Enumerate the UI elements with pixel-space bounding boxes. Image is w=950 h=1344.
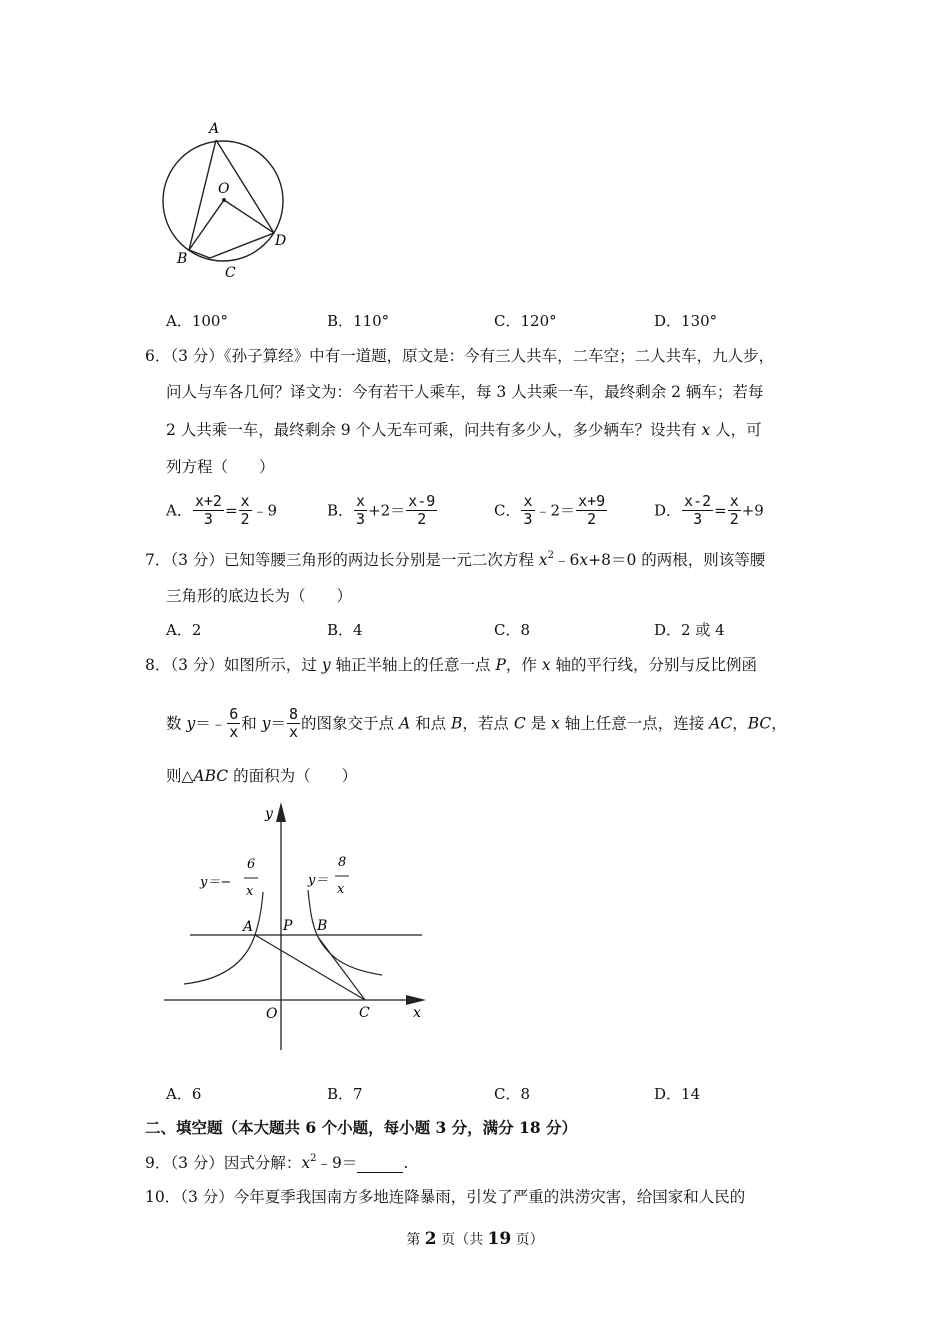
q5-option-c: C．120° bbox=[494, 312, 557, 330]
q5-option-b: B．110° bbox=[327, 312, 390, 330]
label-b: B bbox=[177, 251, 188, 267]
label-o: O bbox=[218, 181, 230, 197]
q6-option-d: D． $\frac{x-2}{3}$ = $\frac{x}{2}$ +9 bbox=[654, 492, 764, 528]
x-axis-arrow bbox=[406, 995, 426, 1005]
q8-option-a: A．6 bbox=[166, 1085, 202, 1103]
page-number: 2 bbox=[424, 1229, 437, 1249]
y-axis-arrow bbox=[276, 802, 286, 822]
radii-ob-od bbox=[189, 200, 274, 250]
left-function-den: x bbox=[246, 884, 254, 899]
left-hyperbola bbox=[184, 892, 263, 984]
center-point bbox=[222, 198, 226, 202]
q6-option-a: A． $\frac{x+2}{3}$ = $\frac{x}{2}$ ﹣9 bbox=[166, 492, 278, 528]
label-a-point: A bbox=[243, 919, 254, 935]
q5-option-d: D．130° bbox=[654, 312, 718, 330]
label-y-axis: y bbox=[265, 806, 273, 822]
q8-option-c: C．8 bbox=[494, 1085, 531, 1103]
q8-line2: 数 y＝﹣ $\frac{6}{x}$ 和 y＝ $\frac{8}{x}$ 的图象交于点 A 和点 B，若点 C 是 x 轴上任意一点，连接 AC，BC， bbox=[166, 705, 787, 741]
right-function-num: 8 bbox=[338, 855, 347, 870]
left-function-num: 6 bbox=[247, 857, 256, 872]
q7-option-b: B．4 bbox=[327, 621, 363, 639]
right-function-prefix: y＝ bbox=[308, 873, 329, 888]
q8-option-b: B．7 bbox=[327, 1085, 363, 1103]
hyperbola-figure bbox=[160, 800, 440, 1055]
label-d: D bbox=[275, 233, 287, 249]
q5-option-a: A．100° bbox=[166, 312, 228, 330]
segment-ac bbox=[255, 935, 365, 1000]
page-footer: 第 2 页（共 19 页） bbox=[406, 1229, 544, 1249]
q7-line1: 7．（3 分）已知等腰三角形的两边长分别是一元二次方程 $x^2﹣6x+8=0$ 的两根，则该等腰 bbox=[145, 550, 766, 569]
label-x-axis: x bbox=[413, 1005, 421, 1021]
q9-line: 9．（3 分）因式分解：$x^2﹣9=$ . bbox=[145, 1153, 409, 1172]
q6-line1: 6．（3 分）《孙子算经》中有一道题，原文是：今有三人共车，二车空；二人共车，九人步， bbox=[145, 347, 775, 365]
page-total: 19 bbox=[487, 1229, 512, 1249]
circle-figure bbox=[150, 115, 300, 285]
label-origin: O bbox=[266, 1006, 278, 1022]
q7-line2: 三角形的底边长为（ ） bbox=[166, 587, 353, 605]
q6-option-c: C． $\frac{x}{3}$ ﹣2＝ $\frac{x+9}{2}$ bbox=[494, 492, 606, 528]
q6-line4: 列方程（ ） bbox=[166, 458, 275, 476]
q6-option-b: B． $\frac{x}{3}$ +2＝ $\frac{x-9}{2}$ bbox=[327, 492, 436, 528]
q7-option-a: A．2 bbox=[166, 621, 202, 639]
right-function-den: x bbox=[337, 882, 345, 897]
q7-option-c: C．8 bbox=[494, 621, 531, 639]
label-b-point: B bbox=[317, 918, 328, 934]
q7-option-d: D．2 或 4 bbox=[654, 621, 725, 639]
segment-bc bbox=[318, 937, 365, 1000]
label-a: A bbox=[209, 121, 220, 137]
q10-line1: 10．（3 分）今年夏季我国南方多地连降暴雨，引发了严重的洪涝灾害，给国家和人民的 bbox=[145, 1188, 746, 1206]
left-function-prefix: y＝− bbox=[200, 875, 232, 890]
section-2-title: 二、填空题（本大题共 6 个小题，每小题 3 分，满分 18 分） bbox=[145, 1118, 578, 1137]
label-c-point: C bbox=[359, 1005, 370, 1021]
q6-line2: 问人与车各几何？译文为：今有若干人乘车，每 3 人共乘一车，最终剩余 2 辆车；若每 bbox=[166, 383, 764, 401]
q8-option-d: D．14 bbox=[654, 1085, 701, 1103]
label-p-point: P bbox=[283, 918, 293, 934]
q8-line1: 8．（3 分）如图所示，过 y 轴正半轴上的任意一点 P，作 x 轴的平行线，分别与反比例函 bbox=[145, 656, 758, 674]
quadrilateral-abcd bbox=[189, 140, 274, 258]
q8-line3: 则△ABC 的面积为（ ） bbox=[166, 767, 358, 785]
label-c: C bbox=[225, 265, 236, 281]
q6-line3: 2 人共乘一车，最终剩余 9 个人无车可乘，问共有多少人，多少辆车？设共有 x 人，可 bbox=[166, 421, 762, 439]
q9-answer-blank[interactable] bbox=[357, 1156, 403, 1173]
